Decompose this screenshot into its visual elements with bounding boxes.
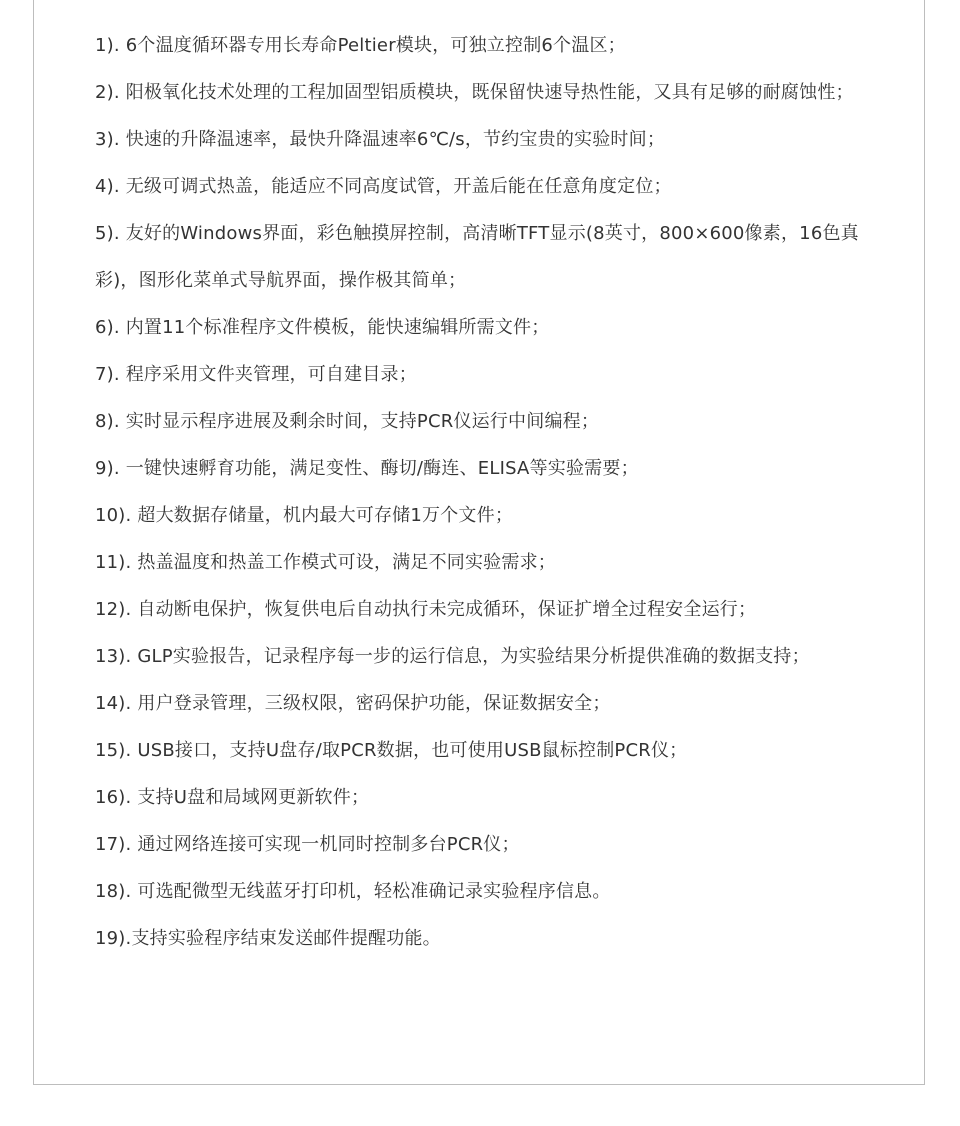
- feature-item-17: 17). 通过网络连接可实现一机同时控制多台PCR仪；: [95, 834, 520, 855]
- feature-panel: [33, 0, 925, 1085]
- feature-item-10: 10). 超大数据存储量，机内最大可存储1万个文件；: [95, 505, 514, 526]
- feature-item-13: 13). GLP实验报告，记录程序每一步的运行信息，为实验结果分析提供准确的数据支持；: [95, 646, 810, 667]
- feature-item-4: 4). 无级可调式热盖，能适应不同高度试管，开盖后能在任意角度定位；: [95, 176, 672, 197]
- feature-item-19: 19).支持实验程序结束发送邮件提醒功能。: [95, 928, 441, 949]
- feature-list: [95, 22, 895, 962]
- feature-item-7: 7). 程序采用文件夹管理，可自建目录；: [95, 364, 417, 385]
- feature-item-9: 9). 一键快速孵育功能，满足变性、酶切/酶连、ELISA等实验需要；: [95, 458, 639, 479]
- feature-item-14: 14). 用户登录管理，三级权限，密码保护功能，保证数据安全；: [95, 693, 611, 714]
- feature-item-11: 11). 热盖温度和热盖工作模式可设，满足不同实验需求；: [95, 552, 556, 573]
- feature-item-6: 6). 内置11个标准程序文件模板，能快速编辑所需文件；: [95, 317, 550, 338]
- feature-item-12: 12). 自动断电保护，恢复供电后自动执行未完成循环，保证扩增全过程安全运行；: [95, 599, 757, 620]
- feature-item-15: 15). USB接口，支持U盘存/取PCR数据，也可使用USB鼠标控制PCR仪；: [95, 740, 688, 761]
- feature-item-3: 3). 快速的升降温速率，最快升降温速率6℃/s，节约宝贵的实验时间；: [95, 129, 666, 150]
- feature-item-16: 16). 支持U盘和局域网更新软件；: [95, 787, 370, 808]
- feature-item-5: 5). 友好的Windows界面，彩色触摸屏控制，高清晰TFT显示(8英寸，800×600像素，16色真彩)，图形化菜单式导航界面，操作极其简单；: [95, 223, 859, 291]
- feature-item-2: 2). 阳极氧化技术处理的工程加固型铝质模块，既保留快速导热性能，又具有足够的耐腐蚀性；: [95, 82, 854, 103]
- feature-item-18: 18). 可选配微型无线蓝牙打印机，轻松准确记录实验程序信息。: [95, 881, 611, 902]
- feature-item-1: 1). 6个温度循环器专用长寿命Peltier模块，可独立控制6个温区；: [95, 35, 626, 56]
- feature-item-8: 8). 实时显示程序进展及剩余时间，支持PCR仪运行中间编程；: [95, 411, 600, 432]
